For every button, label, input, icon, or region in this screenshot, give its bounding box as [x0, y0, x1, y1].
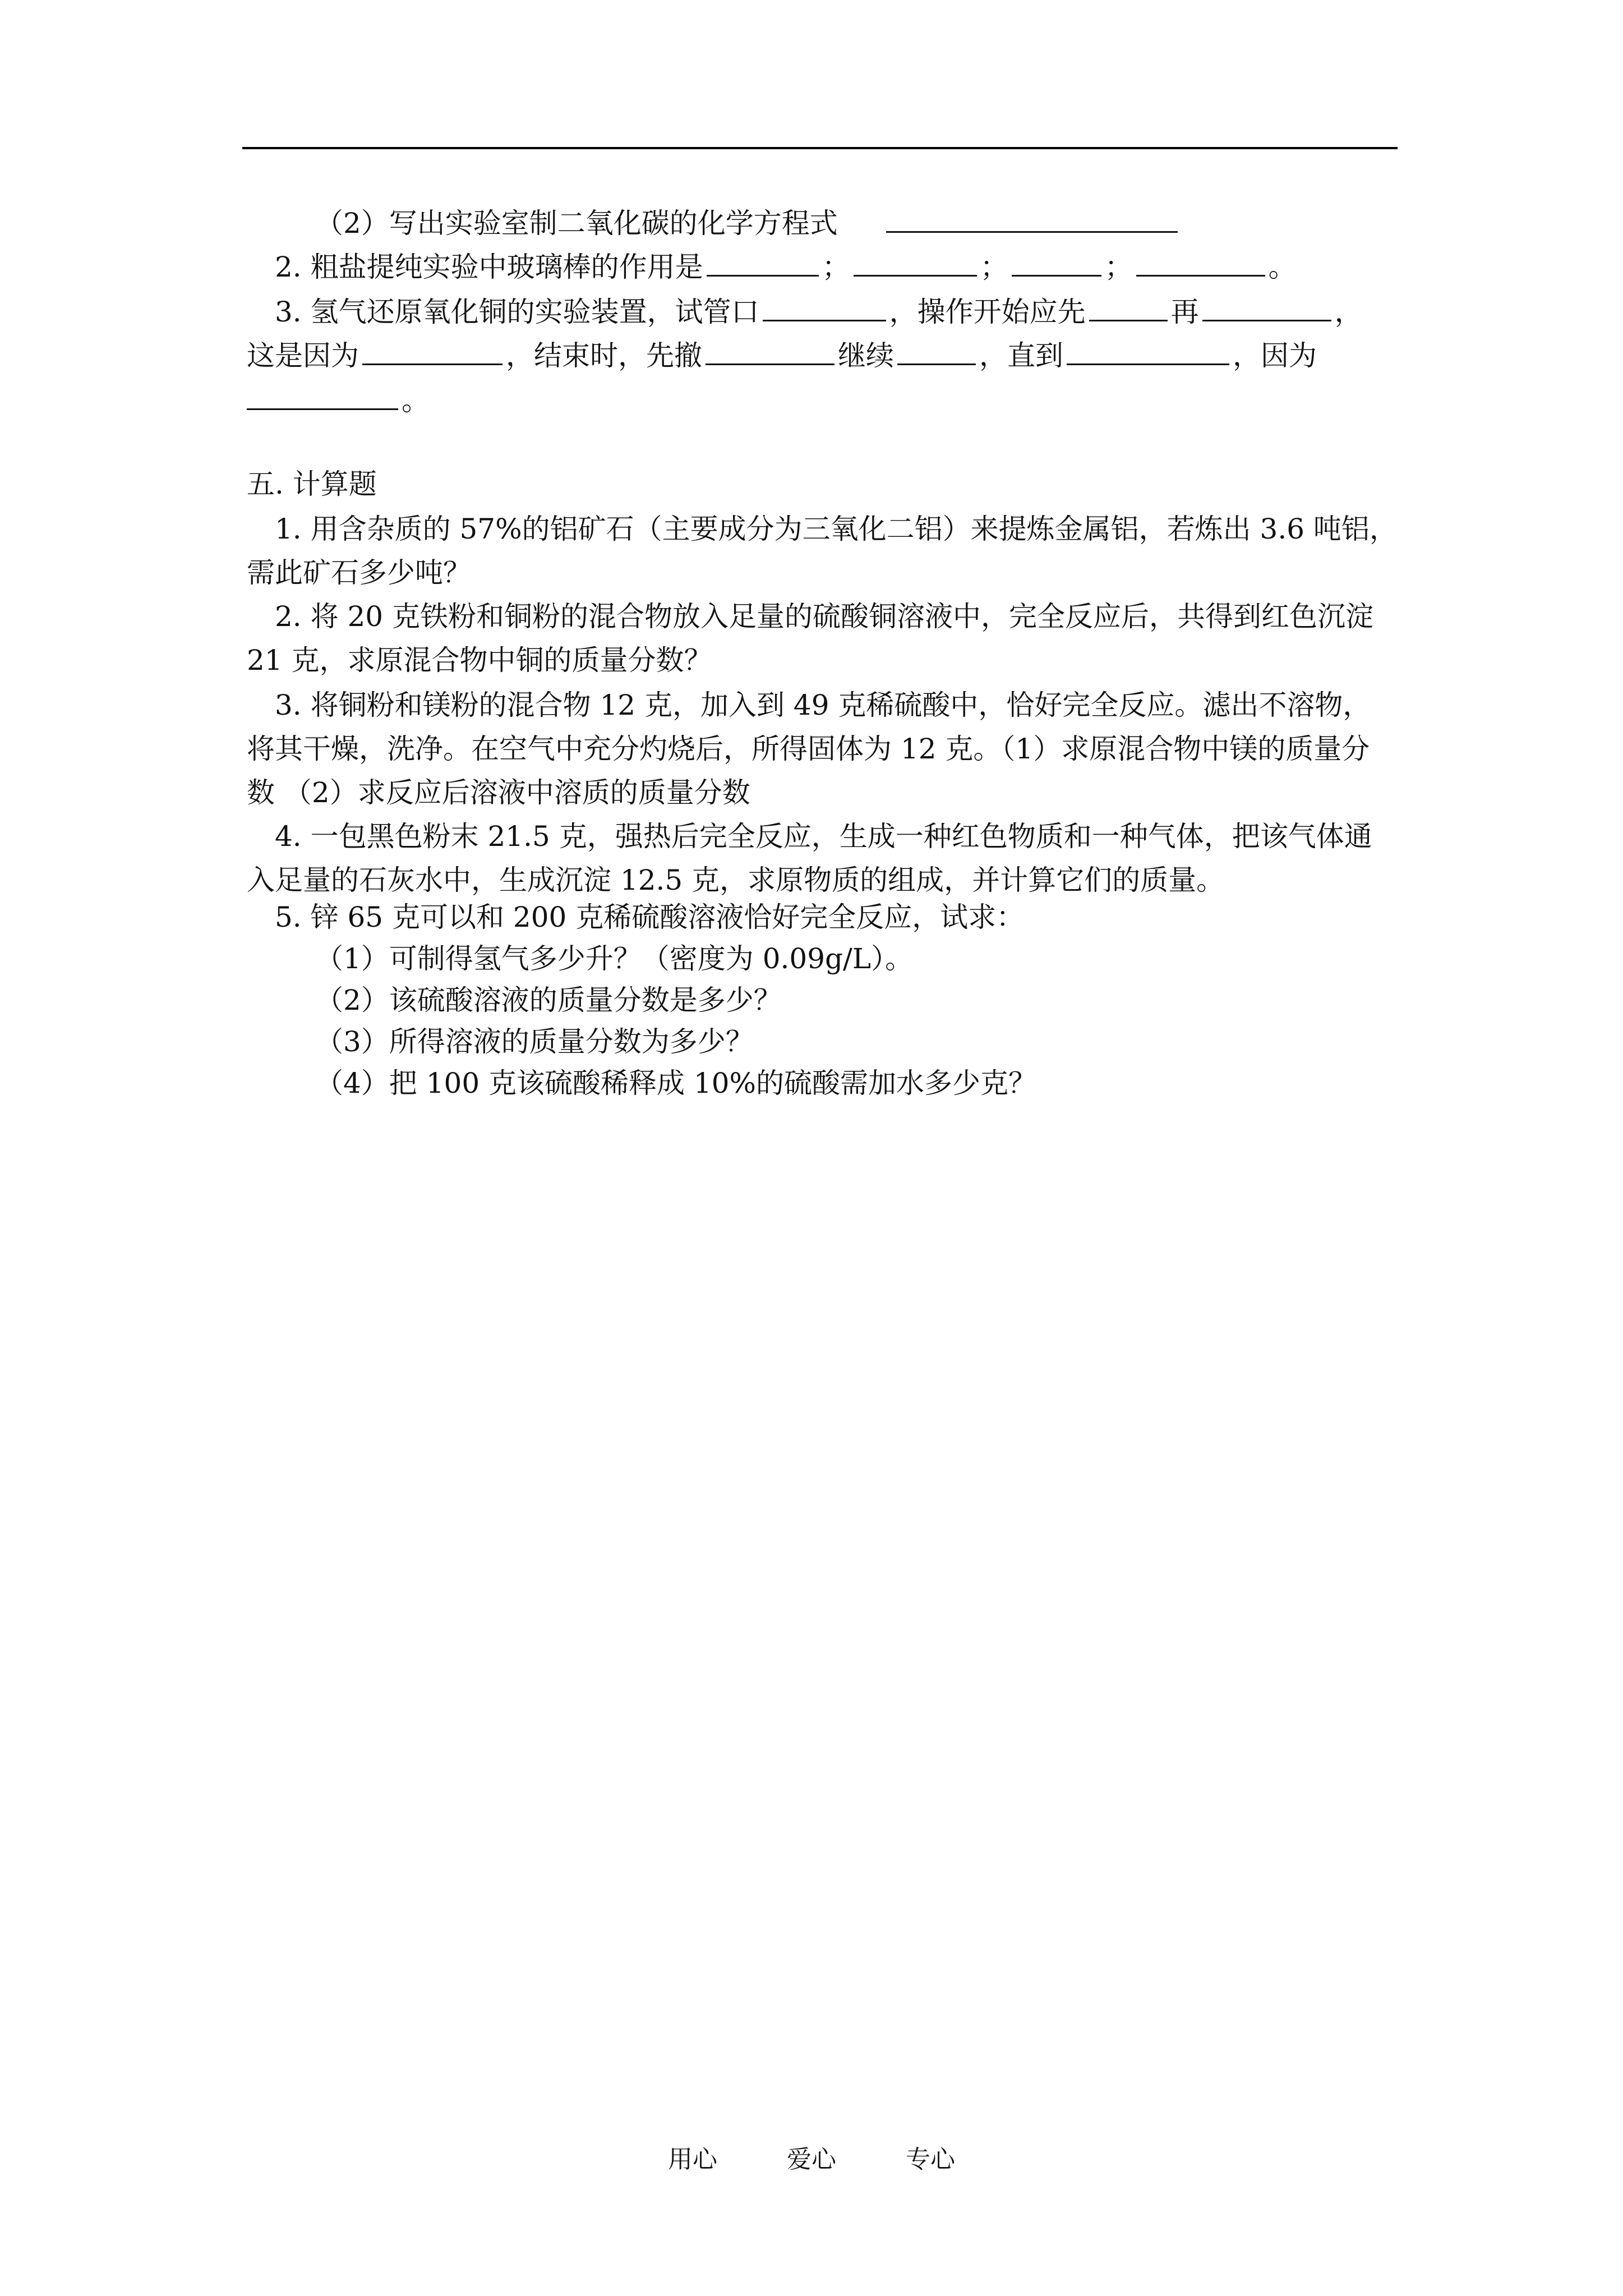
calc-q1-line1: 1. 用含杂质的 57%的铝矿石（主要成分为三氧化二铝）来提炼金属铝，若炼出 3.6 吨铝， — [275, 513, 1398, 545]
q3-line1 — [275, 291, 1363, 332]
calc-q4-line2: 入足量的石灰水中，生成沉淀 12.5 克，求原物质的组成，并计算它们的质量。 — [247, 864, 1225, 896]
section-title: 五. 计算题 — [247, 468, 377, 500]
calc-q5-sub4: （4）把 100 克该硫酸稀释成 10%的硫酸需加水多少克？ — [315, 1067, 1037, 1099]
answer-blank[interactable] — [1089, 291, 1168, 321]
q3-text-e: 这是因为 — [247, 339, 359, 372]
q3-text-a: 3. 氢气还原氧化铜的实验装置，试管口 — [275, 296, 759, 328]
answer-blank[interactable] — [1012, 246, 1101, 277]
q1-part2 — [315, 202, 1181, 243]
answer-blank[interactable] — [247, 379, 398, 410]
footer-word: 用心 — [668, 2145, 717, 2174]
header-rule — [242, 147, 1398, 149]
q3-text-f: ，结束时，先撤 — [506, 339, 702, 372]
page-footer — [0, 2143, 1623, 2177]
q3-text-i: ，因为 — [1233, 339, 1317, 372]
q2-sep: ； — [980, 251, 1008, 283]
answer-blank[interactable] — [854, 246, 977, 277]
answer-blank[interactable] — [886, 202, 1178, 233]
answer-blank[interactable] — [706, 334, 834, 365]
q3-text-b: ，操作开始应先 — [889, 296, 1086, 328]
calc-q2-line1: 2. 将 20 克铁粉和铜粉的混合物放入足量的硫酸铜溶液中，完全反应后，共得到红色沉淀 — [275, 600, 1374, 633]
answer-blank[interactable] — [362, 334, 502, 365]
q3-text-d: ， — [1334, 296, 1363, 328]
q2-sep: ； — [822, 251, 850, 283]
calc-q3-line3: 数 （2）求反应后溶液中溶质的质量分数 — [247, 776, 750, 809]
q3-text-c: 再 — [1170, 296, 1199, 328]
q3-text-h: ，直到 — [979, 339, 1063, 372]
calc-q5-sub2: （2）该硫酸溶液的质量分数是多少？ — [315, 984, 782, 1016]
q1-part2-text: （2）写出实验室制二氧化碳的化学方程式 — [315, 207, 838, 240]
footer-word: 爱心 — [787, 2145, 836, 2174]
footer-word: 专心 — [906, 2145, 955, 2174]
calc-q5-sub3: （3）所得溶液的质量分数为多少？ — [315, 1025, 754, 1058]
q2-line — [275, 246, 1297, 287]
calc-q5-sub1: （1）可制得氢气多少升？（密度为 0.09g/L）。 — [315, 942, 914, 975]
calc-q5-line1: 5. 锌 65 克可以和 200 克稀硫酸溶液恰好完全反应，试求： — [275, 901, 1025, 933]
calc-q1-line2: 需此矿石多少吨？ — [247, 556, 471, 589]
answer-blank[interactable] — [1202, 291, 1331, 321]
calc-q3-line2: 将其干燥，洗净。在空气中充分灼烧后，所得固体为 12 克。（1）求原混合物中镁的质量分 — [247, 733, 1370, 765]
q3-text-g: 继续 — [838, 339, 894, 372]
answer-blank[interactable] — [1067, 334, 1229, 365]
calc-q2-line2: 21 克，求原混合物中铜的质量分数？ — [247, 644, 712, 677]
calc-q3-line1: 3. 将铜粉和镁粉的混合物 12 克，加入到 49 克稀硫酸中，恰好完全反应。滤出不溶物， — [275, 689, 1371, 721]
answer-blank[interactable] — [1136, 246, 1265, 277]
answer-blank[interactable] — [897, 334, 976, 365]
calc-q4-line1: 4. 一包黑色粉末 21.5 克，强热后完全反应，生成一种红色物质和一种气体，把该气体通 — [275, 820, 1372, 853]
q2-end: 。 — [1268, 251, 1297, 283]
q3-line3 — [247, 379, 430, 420]
answer-blank[interactable] — [763, 291, 886, 321]
q2-text: 2. 粗盐提纯实验中玻璃棒的作用是 — [275, 251, 703, 283]
q2-sep: ； — [1104, 251, 1133, 283]
answer-blank[interactable] — [707, 246, 819, 277]
q3-text-j: 。 — [402, 384, 430, 417]
q3-line2 — [247, 334, 1317, 375]
